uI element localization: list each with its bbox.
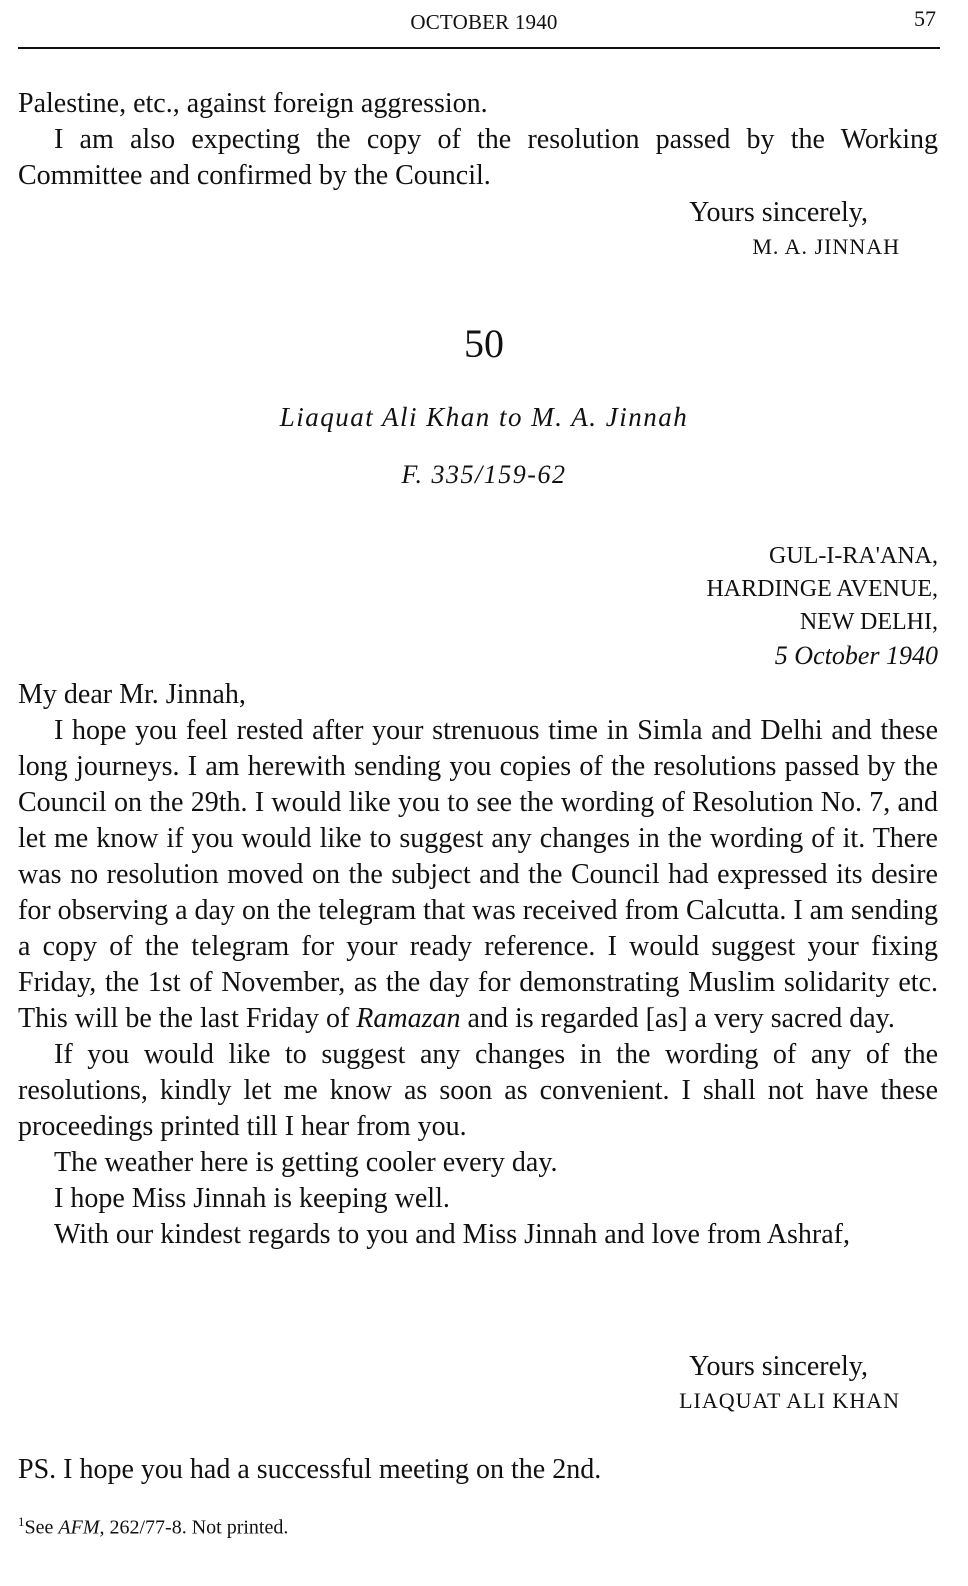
footnote-text-start: See [24,1516,59,1539]
footnote-source: AFM, [58,1516,105,1539]
header-rule [18,47,940,49]
letter-closing: Yours sincerely, [689,1351,868,1382]
previous-letter-closing-block [689,196,900,264]
postscript-block [18,1452,938,1488]
letter-date: 5 October 1940 [774,641,938,670]
document-number: 50 [464,321,504,366]
previous-letter-continuation: Palestine, etc., against foreign aggression. [18,88,488,119]
letter-closing-block [679,1350,900,1418]
letter-address [706,540,938,672]
letter-salutation: My dear Mr. Jinnah, [18,679,246,710]
letter-body [18,677,938,1253]
paragraph-1-text: I hope you feel rested after your strenuous time in Simla and Delhi and these long journeys. I am herewith sending you copies of the resolutions passed by the Council on the 29th. I would like you to see the wording of Resolution No. 7, and let me know if you would like to suggest any changes in the wording of it. There was no resolution moved on the subject and the Council had expressed its desire for observing a day on the telegram that was received from Calcutta. I am sending a copy of the telegram for your ready reference. I would suggest your fixing Friday, the 1st of November, as the day for demonstrating Muslim solidarity etc. This will be the last Friday of [18,715,938,1034]
letter-paragraph-4: I hope Miss Jinnah is keeping well. [54,1183,450,1214]
previous-letter-signature: M. A. JINNAH [752,234,900,259]
previous-letter [18,86,938,194]
previous-letter-paragraph: I am also expecting the copy of the resolution passed by the Working Committee and confirmed by the Council. [18,124,938,191]
document-heading: Liaquat Ali Khan to M. A. Jinnah [279,402,689,432]
footnote [18,1514,288,1540]
letter-paragraph-5: With our kindest regards to you and Miss Jinnah and love from Ashraf, [54,1219,850,1250]
address-line-3: NEW DELHI, [799,609,938,635]
paragraph-1-end: and is regarded [as] a very sacred day. [460,1003,895,1034]
letter-postscript: PS. I hope you had a successful meeting on the 2nd. [18,1454,602,1485]
letter-paragraph-1 [18,713,938,1037]
running-head [0,6,968,36]
page-number: 57 [914,6,936,31]
footnote-text-end: 262/77-8. Not printed. [104,1516,289,1539]
letter-signature: LIAQUAT ALI KHAN [679,1388,900,1413]
letter-paragraph-3: The weather here is getting cooler every day. [54,1147,558,1178]
address-line-2: HARDINGE AVENUE, [706,576,938,602]
running-title: OCTOBER 1940 [410,10,558,34]
document-file-reference: F. 335/159-62 [401,460,567,489]
footnote-marker: 1 [18,1514,25,1529]
previous-letter-closing: Yours sincerely, [689,197,868,228]
letter-paragraph-2: If you would like to suggest any changes in the wording of any of the resolutions, kindly let me know as soon as convenient. I shall not have these proceedings printed till I hear from you. [18,1039,938,1142]
paragraph-1-italic: Ramazan [356,1003,461,1034]
address-line-1: GUL-I-RA'ANA, [769,543,938,569]
